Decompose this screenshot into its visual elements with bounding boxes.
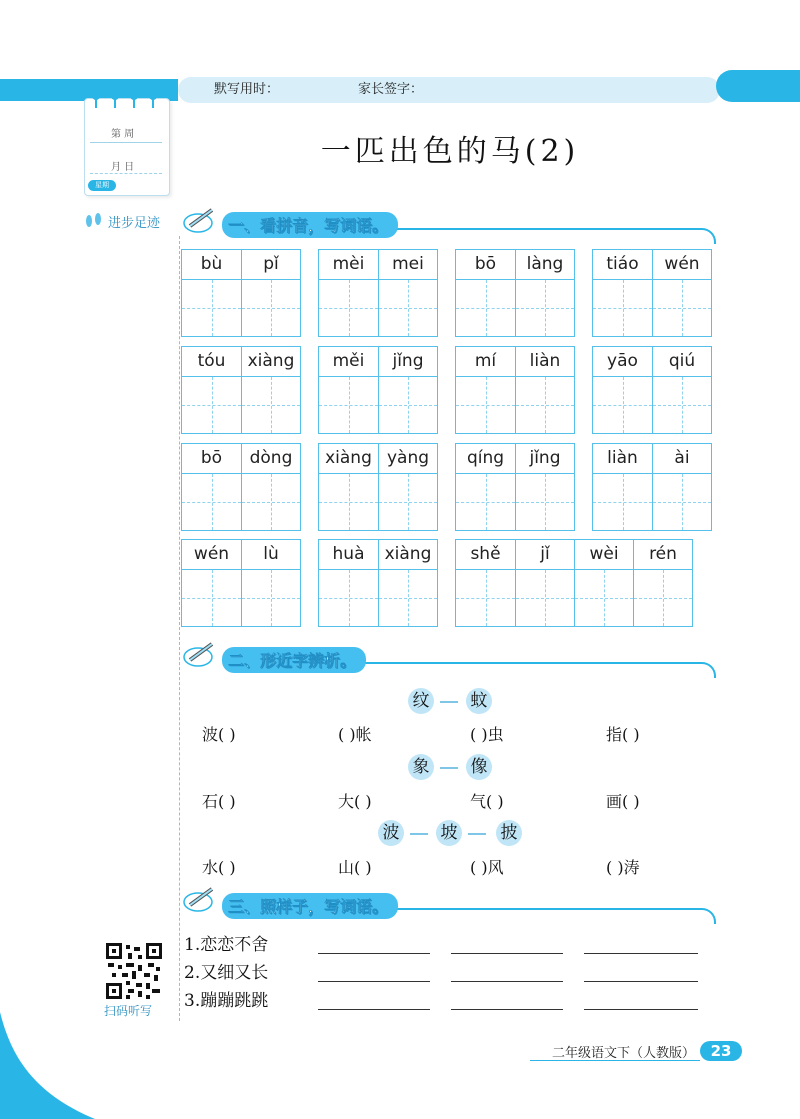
word-cell <box>593 444 652 530</box>
guide-line <box>242 598 300 599</box>
character-writing-cell[interactable] <box>653 474 711 530</box>
pinyin-label: měi <box>319 347 378 377</box>
pinyin-label: bō <box>182 444 241 474</box>
character-writing-cell[interactable] <box>242 570 300 626</box>
answer-line[interactable] <box>451 1009 563 1010</box>
pinyin-label: yàng <box>379 444 437 474</box>
blank-item: 大( ) <box>338 792 372 811</box>
character-writing-cell[interactable] <box>575 570 633 626</box>
guide-line <box>182 308 241 309</box>
example-word: 2.又细又长 <box>184 963 269 983</box>
dash-separator <box>440 767 458 769</box>
guide-line <box>379 598 437 599</box>
blank-item: 指( ) <box>606 725 640 744</box>
guide-line <box>319 405 378 406</box>
ring-wire <box>95 99 97 108</box>
char-circle: 蚊 <box>466 688 492 714</box>
dash-separator <box>468 833 486 835</box>
blank-item: ( )帐 <box>338 725 372 744</box>
character-writing-cell[interactable] <box>593 474 652 530</box>
word-cell <box>574 540 633 626</box>
word-cell <box>515 540 574 626</box>
word-cell <box>515 444 574 530</box>
character-writing-cell[interactable] <box>319 377 378 433</box>
character-writing-cell[interactable] <box>182 280 241 336</box>
character-writing-cell[interactable] <box>456 474 515 530</box>
word-cell <box>652 250 711 336</box>
word-cell <box>182 540 241 626</box>
word-cell <box>652 347 711 433</box>
word-cell <box>456 250 515 336</box>
pinyin-box <box>181 539 301 627</box>
guide-line <box>516 405 574 406</box>
blank-item: ( )风 <box>470 858 504 877</box>
qr-code-icon[interactable] <box>106 943 162 999</box>
section2-heading: 二、形近字辨析。 <box>222 647 366 673</box>
pinyin-box <box>592 346 712 434</box>
answer-line[interactable] <box>584 953 698 954</box>
pinyin-box <box>318 346 438 434</box>
blank-item: 波( ) <box>202 725 236 744</box>
word-cell <box>378 347 437 433</box>
pinyin-label: liàn <box>593 444 652 474</box>
pinyin-label: wén <box>653 250 711 280</box>
example-word: 1.恋恋不舍 <box>184 935 269 955</box>
progress-label: 进步足迹 <box>108 216 161 231</box>
answer-line[interactable] <box>451 953 563 954</box>
pinyin-box <box>181 249 301 337</box>
word-cell <box>378 540 437 626</box>
pinyin-box <box>181 443 301 531</box>
character-writing-cell[interactable] <box>379 377 437 433</box>
character-writing-cell[interactable] <box>653 377 711 433</box>
word-cell <box>456 540 515 626</box>
word-cell <box>515 347 574 433</box>
character-writing-cell[interactable] <box>456 280 515 336</box>
pinyin-label: xiàng <box>242 347 300 377</box>
guide-line <box>634 598 692 599</box>
guide-line <box>456 405 515 406</box>
pinyin-label: bō <box>456 250 515 280</box>
word-cell <box>241 444 300 530</box>
pinyin-box <box>181 346 301 434</box>
corner-decoration <box>0 1012 95 1119</box>
character-writing-cell[interactable] <box>242 474 300 530</box>
word-cell <box>456 444 515 530</box>
word-cell <box>633 540 692 626</box>
qr-label: 扫码听写 <box>104 1004 153 1018</box>
week-label: 第 周 <box>111 129 135 140</box>
pencil-paper-icon <box>182 206 224 234</box>
pinyin-label: mèi <box>319 250 378 280</box>
pinyin-box <box>592 249 712 337</box>
word-cell <box>241 250 300 336</box>
character-writing-cell[interactable] <box>319 474 378 530</box>
character-writing-cell[interactable] <box>516 377 574 433</box>
character-writing-cell[interactable] <box>593 280 652 336</box>
pinyin-label: bù <box>182 250 241 280</box>
pinyin-label: làng <box>516 250 574 280</box>
blank-item: 气( ) <box>470 792 504 811</box>
ring-wire <box>133 99 135 108</box>
card-rule <box>90 142 162 143</box>
guide-line <box>593 308 652 309</box>
word-cell <box>378 250 437 336</box>
footprints-icon <box>83 212 105 230</box>
dash-separator <box>440 701 458 703</box>
guide-line <box>182 502 241 503</box>
pinyin-label: lù <box>242 540 300 570</box>
character-writing-cell[interactable] <box>379 474 437 530</box>
guide-line <box>242 308 300 309</box>
character-writing-cell[interactable] <box>593 377 652 433</box>
card-rule <box>90 173 162 174</box>
pinyin-label: dòng <box>242 444 300 474</box>
answer-line[interactable] <box>584 981 698 982</box>
word-cell <box>182 347 241 433</box>
section1-heading: 一、看拼音，写词语。 <box>222 212 398 238</box>
character-writing-cell[interactable] <box>182 570 241 626</box>
guide-line <box>653 502 711 503</box>
guide-line <box>242 502 300 503</box>
pinyin-label: qíng <box>456 444 515 474</box>
word-cell <box>593 250 652 336</box>
character-writing-cell[interactable] <box>242 280 300 336</box>
blank-item: 画( ) <box>606 792 640 811</box>
pinyin-box <box>318 249 438 337</box>
character-writing-cell[interactable] <box>516 474 574 530</box>
ring-wire <box>114 99 116 108</box>
word-cell <box>593 347 652 433</box>
blank-item: 山( ) <box>338 858 372 877</box>
character-writing-cell[interactable] <box>379 280 437 336</box>
blank-item: 水( ) <box>202 858 236 877</box>
character-writing-cell[interactable] <box>182 474 241 530</box>
answer-line[interactable] <box>584 1009 698 1010</box>
word-cell <box>182 250 241 336</box>
guide-line <box>182 405 241 406</box>
guide-line <box>516 308 574 309</box>
pinyin-box <box>592 443 712 531</box>
pinyin-label: xiàng <box>319 444 378 474</box>
pencil-paper-icon <box>182 885 224 913</box>
word-cell <box>456 347 515 433</box>
character-writing-cell[interactable] <box>516 280 574 336</box>
guide-line <box>653 308 711 309</box>
pinyin-label: tiáo <box>593 250 652 280</box>
weekday-pill: 星期 <box>88 180 116 191</box>
parent-signature-label: 家长签字： <box>358 82 424 97</box>
pinyin-box <box>318 443 438 531</box>
blank-item: 石( ) <box>202 792 236 811</box>
pinyin-label: huà <box>319 540 378 570</box>
guide-line <box>379 405 437 406</box>
pinyin-label: ài <box>653 444 711 474</box>
guide-line <box>516 598 574 599</box>
ring-wire <box>152 99 154 108</box>
pinyin-box <box>318 539 438 627</box>
pinyin-label: wèi <box>575 540 633 570</box>
character-writing-cell[interactable] <box>456 570 515 626</box>
pinyin-label: xiàng <box>379 540 437 570</box>
guide-line <box>516 502 574 503</box>
dictation-time-label: 默写用时： <box>214 82 280 97</box>
guide-line <box>456 502 515 503</box>
pinyin-label: jǐng <box>516 444 574 474</box>
pinyin-box <box>455 346 575 434</box>
guide-line <box>319 598 378 599</box>
character-writing-cell[interactable] <box>319 280 378 336</box>
pinyin-label: qiú <box>653 347 711 377</box>
margin-line <box>179 236 180 1021</box>
pinyin-label: liàn <box>516 347 574 377</box>
guide-line <box>593 405 652 406</box>
word-cell <box>652 444 711 530</box>
example-word: 3.蹦蹦跳跳 <box>184 991 269 1011</box>
guide-line <box>379 308 437 309</box>
header-band-right <box>716 70 800 102</box>
word-cell <box>319 250 378 336</box>
answer-line[interactable] <box>318 1009 430 1010</box>
blank-item: ( )涛 <box>606 858 640 877</box>
char-circle: 波 <box>378 820 404 846</box>
character-writing-cell[interactable] <box>634 570 692 626</box>
word-cell <box>241 347 300 433</box>
character-writing-cell[interactable] <box>653 280 711 336</box>
pinyin-box <box>455 443 575 531</box>
guide-line <box>575 598 633 599</box>
word-cell <box>319 444 378 530</box>
word-cell <box>182 444 241 530</box>
character-writing-cell[interactable] <box>182 377 241 433</box>
guide-line <box>319 502 378 503</box>
character-writing-cell[interactable] <box>379 570 437 626</box>
guide-line <box>653 405 711 406</box>
character-writing-cell[interactable] <box>456 377 515 433</box>
char-circle: 像 <box>466 754 492 780</box>
pinyin-box <box>455 539 693 627</box>
pinyin-label: shě <box>456 540 515 570</box>
pinyin-label: pǐ <box>242 250 300 280</box>
word-cell <box>241 540 300 626</box>
word-cell <box>319 347 378 433</box>
pinyin-label: mei <box>379 250 437 280</box>
page-number: 23 <box>700 1041 742 1061</box>
char-circle: 坡 <box>436 820 462 846</box>
pinyin-label: yāo <box>593 347 652 377</box>
guide-line <box>242 405 300 406</box>
pinyin-box <box>455 249 575 337</box>
guide-line <box>456 308 515 309</box>
answer-line[interactable] <box>318 981 430 982</box>
answer-line[interactable] <box>318 953 430 954</box>
guide-line <box>379 502 437 503</box>
pencil-paper-icon <box>182 640 224 668</box>
character-writing-cell[interactable] <box>319 570 378 626</box>
pinyin-label: tóu <box>182 347 241 377</box>
char-circle: 纹 <box>408 688 434 714</box>
guide-line <box>182 598 241 599</box>
blank-item: ( )虫 <box>470 725 504 744</box>
guide-line <box>319 308 378 309</box>
section3-heading: 三、照样子，写词语。 <box>222 893 398 919</box>
character-writing-cell[interactable] <box>242 377 300 433</box>
char-circle: 象 <box>408 754 434 780</box>
guide-line <box>593 502 652 503</box>
word-cell <box>319 540 378 626</box>
pinyin-label: mí <box>456 347 515 377</box>
page-title: 一匹出色的马(2) <box>320 134 580 169</box>
answer-line[interactable] <box>451 981 563 982</box>
character-writing-cell[interactable] <box>516 570 574 626</box>
month-day-label: 月 日 <box>111 162 135 173</box>
pinyin-label: jǐ <box>516 540 574 570</box>
word-cell <box>378 444 437 530</box>
dash-separator <box>410 833 428 835</box>
pinyin-label: wén <box>182 540 241 570</box>
footer-book: 二年级语文下（人教版） <box>552 1046 696 1061</box>
pinyin-label: rén <box>634 540 692 570</box>
word-cell <box>515 250 574 336</box>
char-circle: 披 <box>496 820 522 846</box>
guide-line <box>456 598 515 599</box>
pinyin-label: jǐng <box>379 347 437 377</box>
